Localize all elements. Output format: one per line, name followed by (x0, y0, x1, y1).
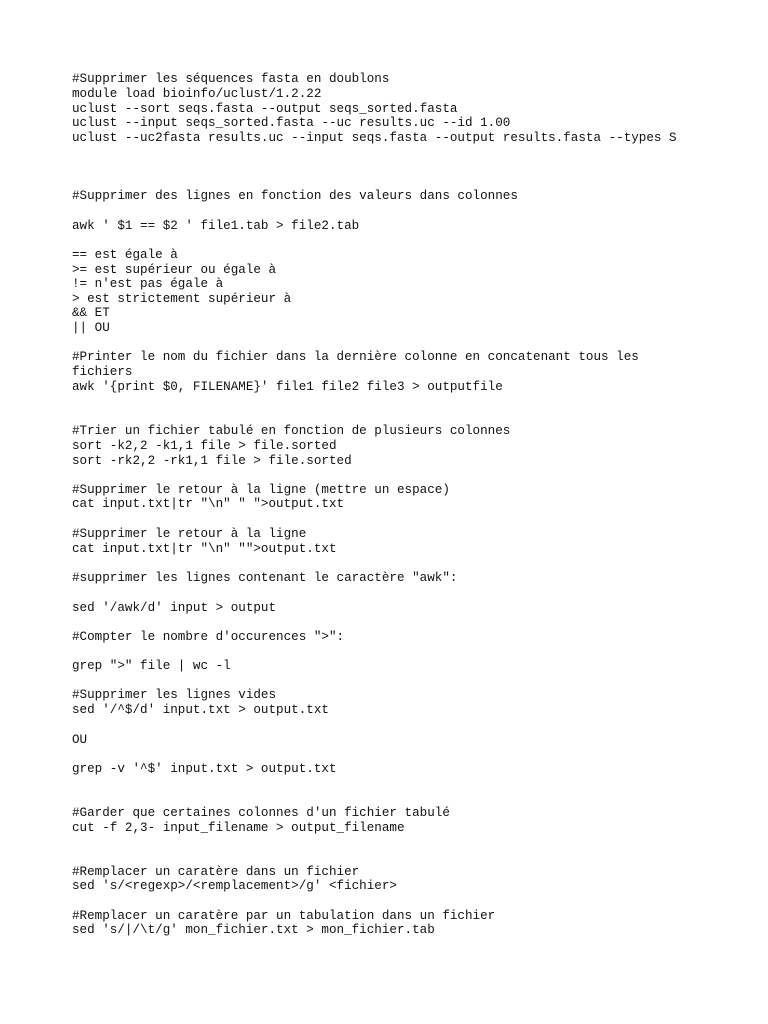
code-line: sed 's/|/\t/g' mon_fichier.txt > mon_fichier.tab (72, 923, 435, 937)
code-line: sort -rk2,2 -rk1,1 file > file.sorted (72, 454, 352, 468)
code-line: awk '{print $0, FILENAME}' file1 file2 file3 > outputfile (72, 380, 503, 394)
code-line: grep -v '^$' input.txt > output.txt (72, 762, 337, 776)
text-line: || OU (72, 321, 110, 335)
comment-line: fichiers (72, 365, 133, 379)
text-line: OU (72, 733, 88, 747)
code-line: sed '/^$/d' input.txt > output.txt (72, 703, 329, 717)
comment-line: #Garder que certaines colonnes d'un fichier tabulé (72, 806, 450, 820)
code-line: uclust --input seqs_sorted.fasta --uc results.uc --id 1.00 (72, 116, 511, 130)
code-line: cat input.txt|tr "\n" "">output.txt (72, 542, 337, 556)
comment-line: #Printer le nom du fichier dans la dernière colonne en concatenant tous les (72, 350, 639, 364)
comment-line: #Trier un fichier tabulé en fonction de plusieurs colonnes (72, 424, 511, 438)
comment-line: #Compter le nombre d'occurences ">": (72, 630, 345, 644)
text-line: > est strictement supérieur à (72, 292, 292, 306)
comment-line: #Supprimer des lignes en fonction des valeurs dans colonnes (72, 189, 518, 203)
code-line: sed '/awk/d' input > output (72, 601, 277, 615)
code-line: module load bioinfo/uclust/1.2.22 (72, 87, 322, 101)
code-line: cat input.txt|tr "\n" " ">output.txt (72, 497, 345, 511)
code-line: sed 's/<regexp>/<remplacement>/g' <fichier> (72, 879, 397, 893)
comment-line: #Supprimer les séquences fasta en doublons (72, 72, 390, 86)
comment-line: #Remplacer un caratère par un tabulation dans un fichier (72, 909, 496, 923)
comment-line: #supprimer les lignes contenant le caractère "awk": (72, 571, 458, 585)
text-line: == est égale à (72, 248, 178, 262)
comment-line: #Supprimer le retour à la ligne (mettre un espace) (72, 483, 450, 497)
comment-line: #Supprimer les lignes vides (72, 688, 277, 702)
text-line: && ET (72, 306, 110, 320)
code-line: uclust --uc2fasta results.uc --input seqs.fasta --output results.fasta --types S (72, 131, 677, 145)
code-line: cut -f 2,3- input_filename > output_filename (72, 821, 405, 835)
code-line: uclust --sort seqs.fasta --output seqs_sorted.fasta (72, 102, 458, 116)
code-line: grep ">" file | wc -l (72, 659, 231, 673)
code-line: sort -k2,2 -k1,1 file > file.sorted (72, 439, 337, 453)
code-line: awk ' $1 == $2 ' file1.tab > file2.tab (72, 219, 360, 233)
text-line: >= est supérieur ou égale à (72, 263, 277, 277)
comment-line: #Remplacer un caratère dans un fichier (72, 865, 360, 879)
comment-line: #Supprimer le retour à la ligne (72, 527, 307, 541)
text-line: != n'est pas égale à (72, 277, 224, 291)
